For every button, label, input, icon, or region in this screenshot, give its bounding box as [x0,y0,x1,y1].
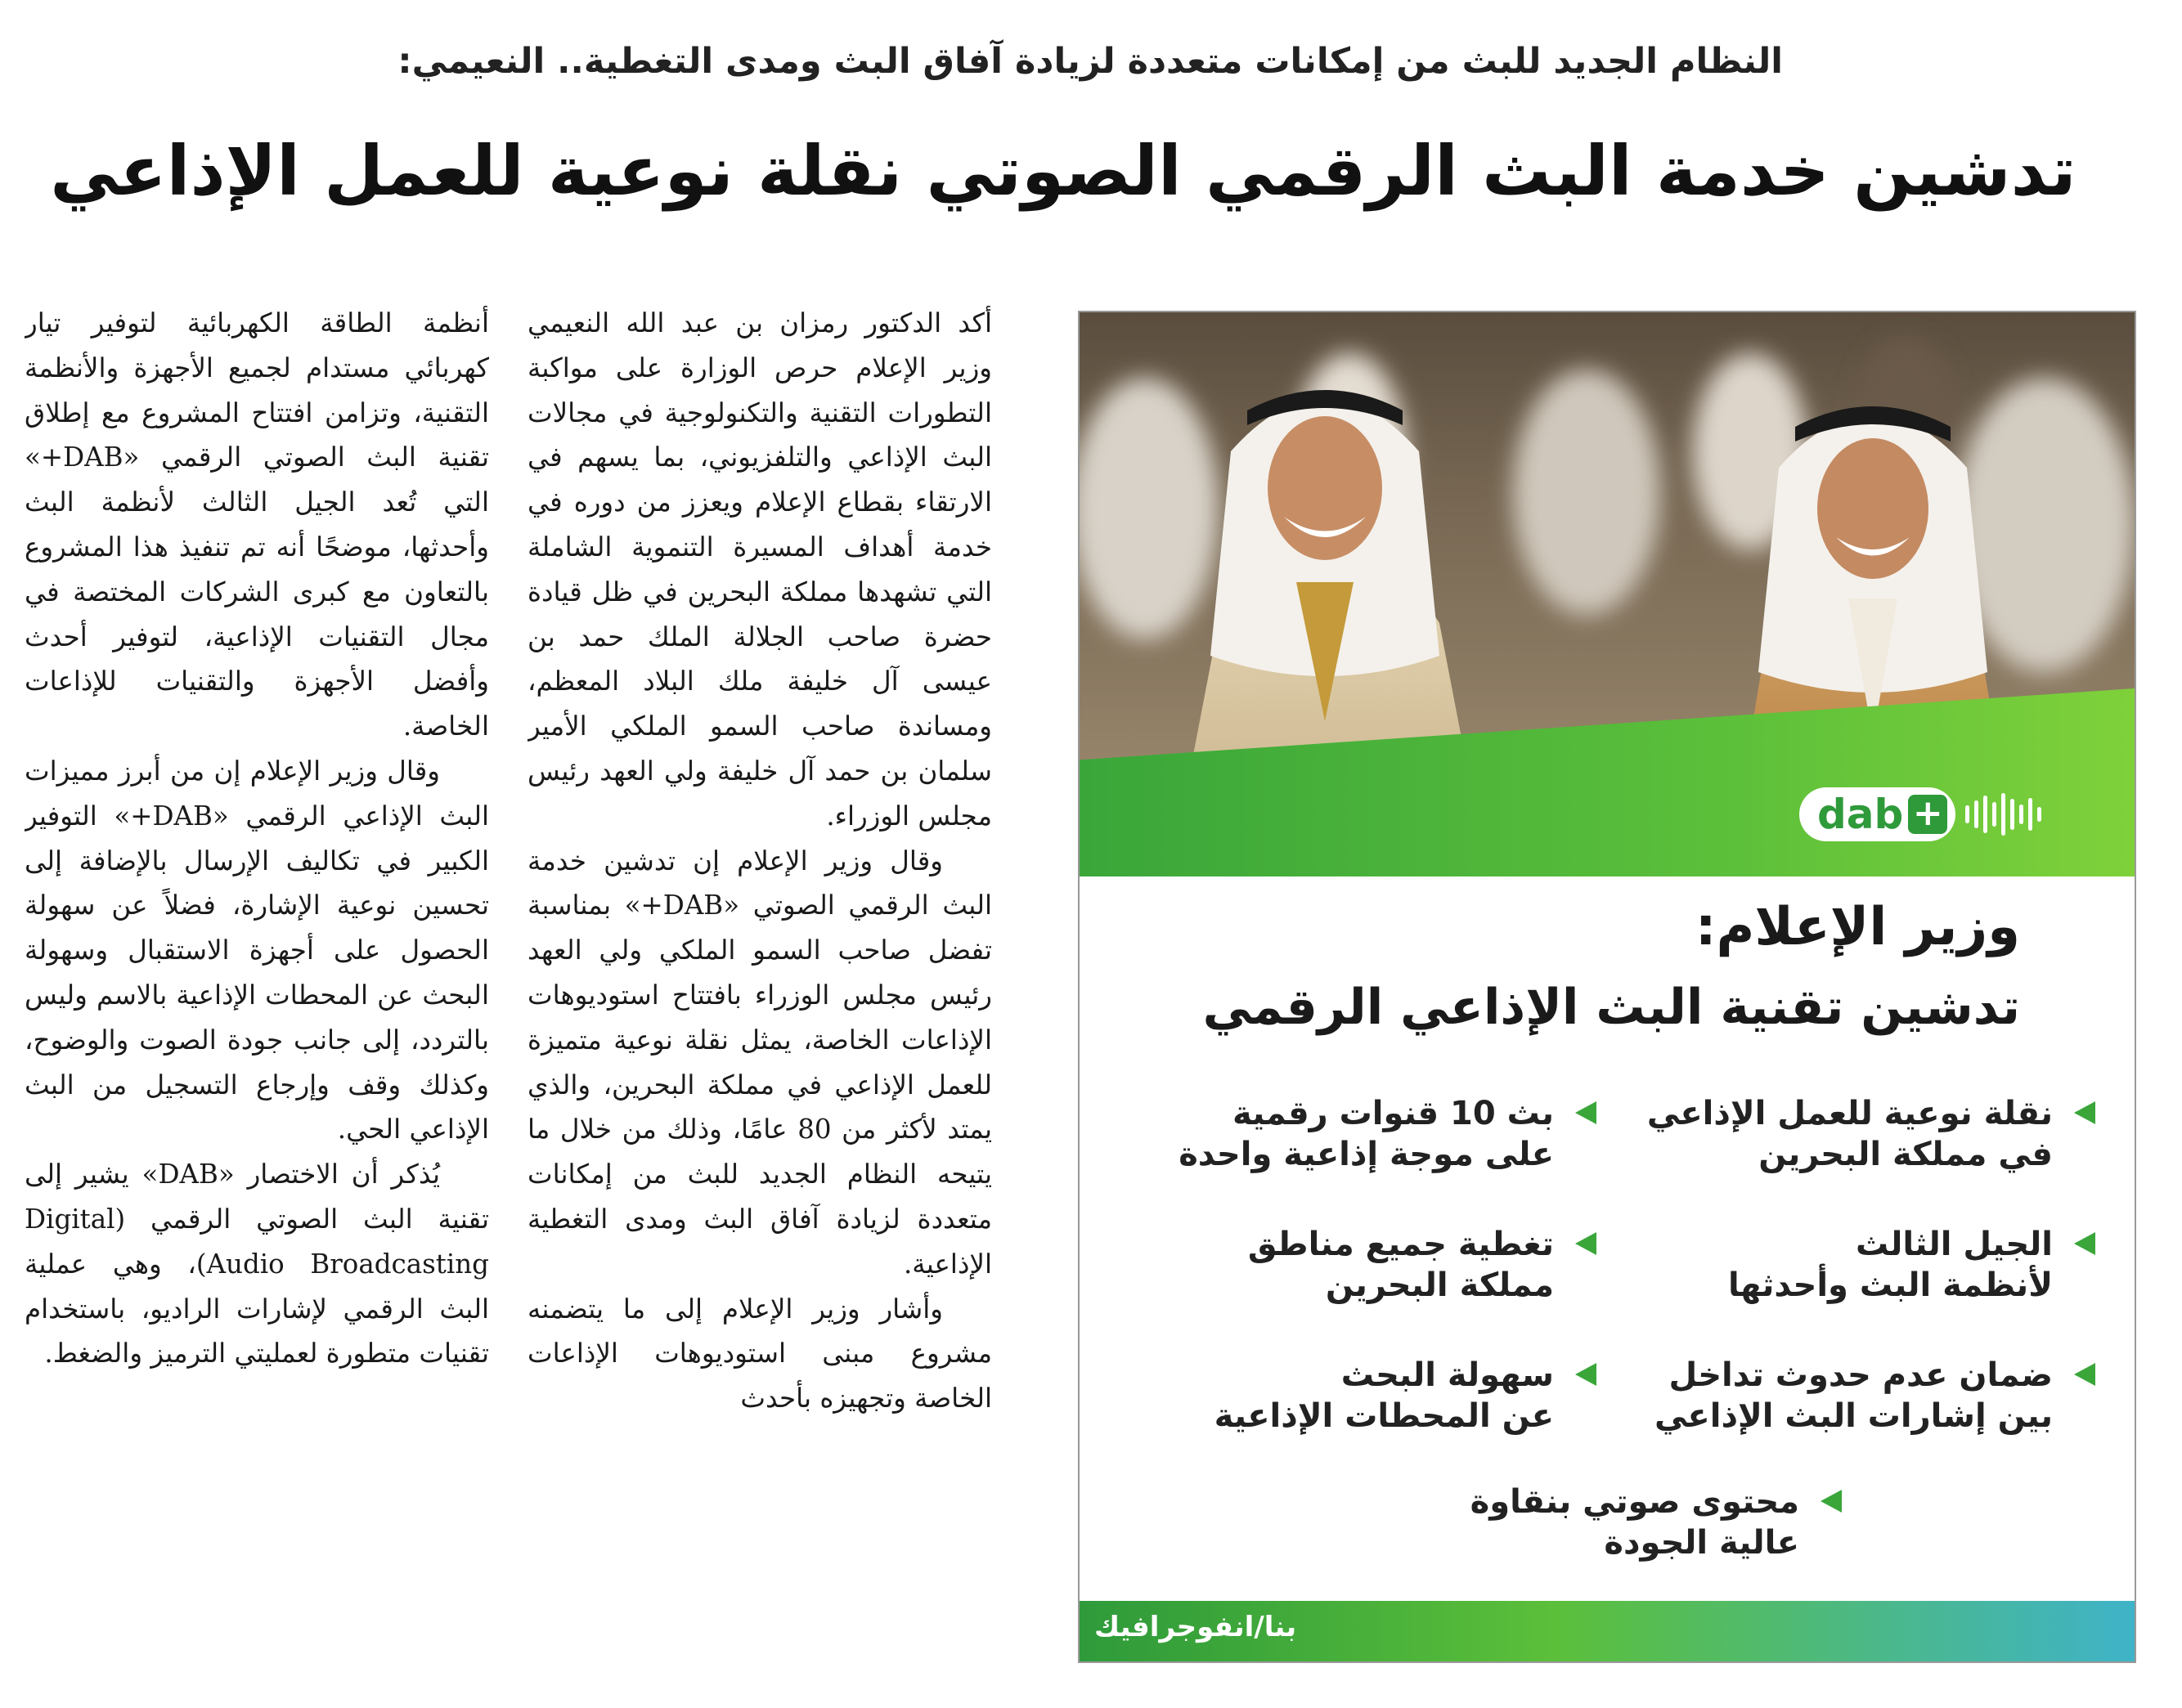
infographic-subtitle: تدشين تقنية البث الإذاعي الرقمي [1202,979,2020,1036]
sound-wave-icon [1965,793,2041,836]
infographic-title: وزير الإعلام: [1695,897,2020,957]
bullet-item: سهولة البحث عن المحطات الإذاعية [1214,1355,1554,1437]
paragraph: أكد الدكتور رمزان بن عبد الله النعيمي وزير الإعلام حرص الوزارة على مواكبة التطورات التقنية والتكنولوجية في مجالات البث الإذاعي والتلفزيوني، بما يسهم في الارتقاء بقطاع الإعلام ويعزز من دوره في خدمة أهداف المسيرة التنموية الشاملة التي تشهدها مملكة البحرين في ظل قيادة حضرة صاحب الجلالة الملك حمد بن عيسى آل خليفة ملك البلاد المعظم، ومساندة صاحب السمو الملكي الأمير سلمان بن حمد آل خليفة ولي العهد رئيس مجلس الوزراء. [528,307,992,832]
dab-logo-plus: + [1908,795,1947,834]
infographic-credit: بنا/انفوجرافيك [1094,1611,1297,1643]
bullet-item: نقلة نوعية للعمل الإذاعي في مملكة البحرين [1647,1093,2053,1175]
paragraph: وأشار وزير الإعلام إلى ما يتضمنه مشروع مبنى استوديوهات الإذاعات الخاصة وتجهيزه بأحدث [528,1293,992,1414]
arrow-icon [2074,1232,2095,1255]
bullet-item: تغطية جميع مناطق مملكة البحرين [1248,1224,1554,1306]
bullet-item: محتوى صوتي بنقاوة عالية الجودة [1470,1482,1799,1563]
bullet-item: ضمان عدم حدوث تداخل بين إشارات البث الإذاعي [1654,1355,2053,1437]
arrow-icon [1575,1101,1596,1124]
article-headline: تدشين خدمة البث الرقمي الصوتي نقلة نوعية للعمل الإذاعي [50,131,2076,211]
bullet-item: الجيل الثالث لأنظمة البث وأحدثها [1728,1224,2053,1306]
arrow-icon [1821,1490,1842,1513]
article-column-1 [528,301,992,1674]
paragraph: وقال وزير الإعلام إن تدشين خدمة البث الرقمي الصوتي «DAB+» بمناسبة تفضل صاحب السمو الملكي ولي العهد رئيس مجلس الوزراء بافتتاح استوديوهات الإذاعات الخاصة، يمثل نقلة نوعية متميزة للعمل الإذاعي في مملكة البحرين، والذي يمتد لأكثر من 80 عامًا، وذلك من خلال ما يتيحه النظام الجديد للبث من إمكانات متعددة لزيادة آفاق البث ومدى التغطية الإذاعية. [528,845,992,1280]
article-kicker: النظام الجديد للبث من إمكانات متعددة لزيادة آفاق البث ومدى التغطية.. النعيمي: [397,41,1783,82]
credit-bar [1080,1601,2135,1661]
arrow-icon [2074,1363,2095,1386]
paragraph: أنظمة الطاقة الكهربائية لتوفير تيار كهربائي مستدام لجميع الأجهزة والأنظمة التقنية، وتزامن افتتاح المشروع مع إطلاق تقنية البث الصوتي الرقمي «DAB+» التي تُعد الجيل الثالث لأنظمة البث وأحدثها، موضحًا أنه تم تنفيذ هذا المشروع بالتعاون مع كبرى الشركات المختصة في مجال التقنيات الإذاعية، لتوفير أحدث وأفضل الأجهزة والتقنيات للإذاعات الخاصة. [25,307,489,742]
arrow-icon [1575,1232,1596,1255]
arrow-icon [1575,1363,1596,1386]
dab-plus-logo [1799,783,2036,845]
arrow-icon [2074,1101,2095,1124]
dab-logo-text: dab [1817,791,1904,838]
infographic [1078,311,2136,1663]
article-column-2 [25,301,489,1674]
paragraph: وقال وزير الإعلام إن من أبرز مميزات البث الإذاعي الرقمي «DAB+» التوفير الكبير في تكاليف الإرسال بالإضافة إلى تحسين نوعية الإشارة، فضلاً عن سهولة الحصول على أجهزة الاستقبال وسهولة البحث عن المحطات الإذاعية بالاسم وليس بالتردد، إلى جانب جودة الصوت والوضوح، وكذلك وقف وإرجاع التسجيل من البث الإذاعي الحي. [25,755,489,1145]
bullet-item: بث 10 قنوات رقمية على موجة إذاعية واحدة [1179,1093,1554,1175]
dab-logo-pill [1799,787,1955,841]
paragraph: يُذكر أن الاختصار «DAB» يشير إلى تقنية البث الصوتي الرقمي (Digital Audio Broadcasting)، وهي عملية البث الرقمي لإشارات الراديو، باستخدام تقنيات متطورة لعمليتي الترميز والضغط. [25,1159,489,1370]
